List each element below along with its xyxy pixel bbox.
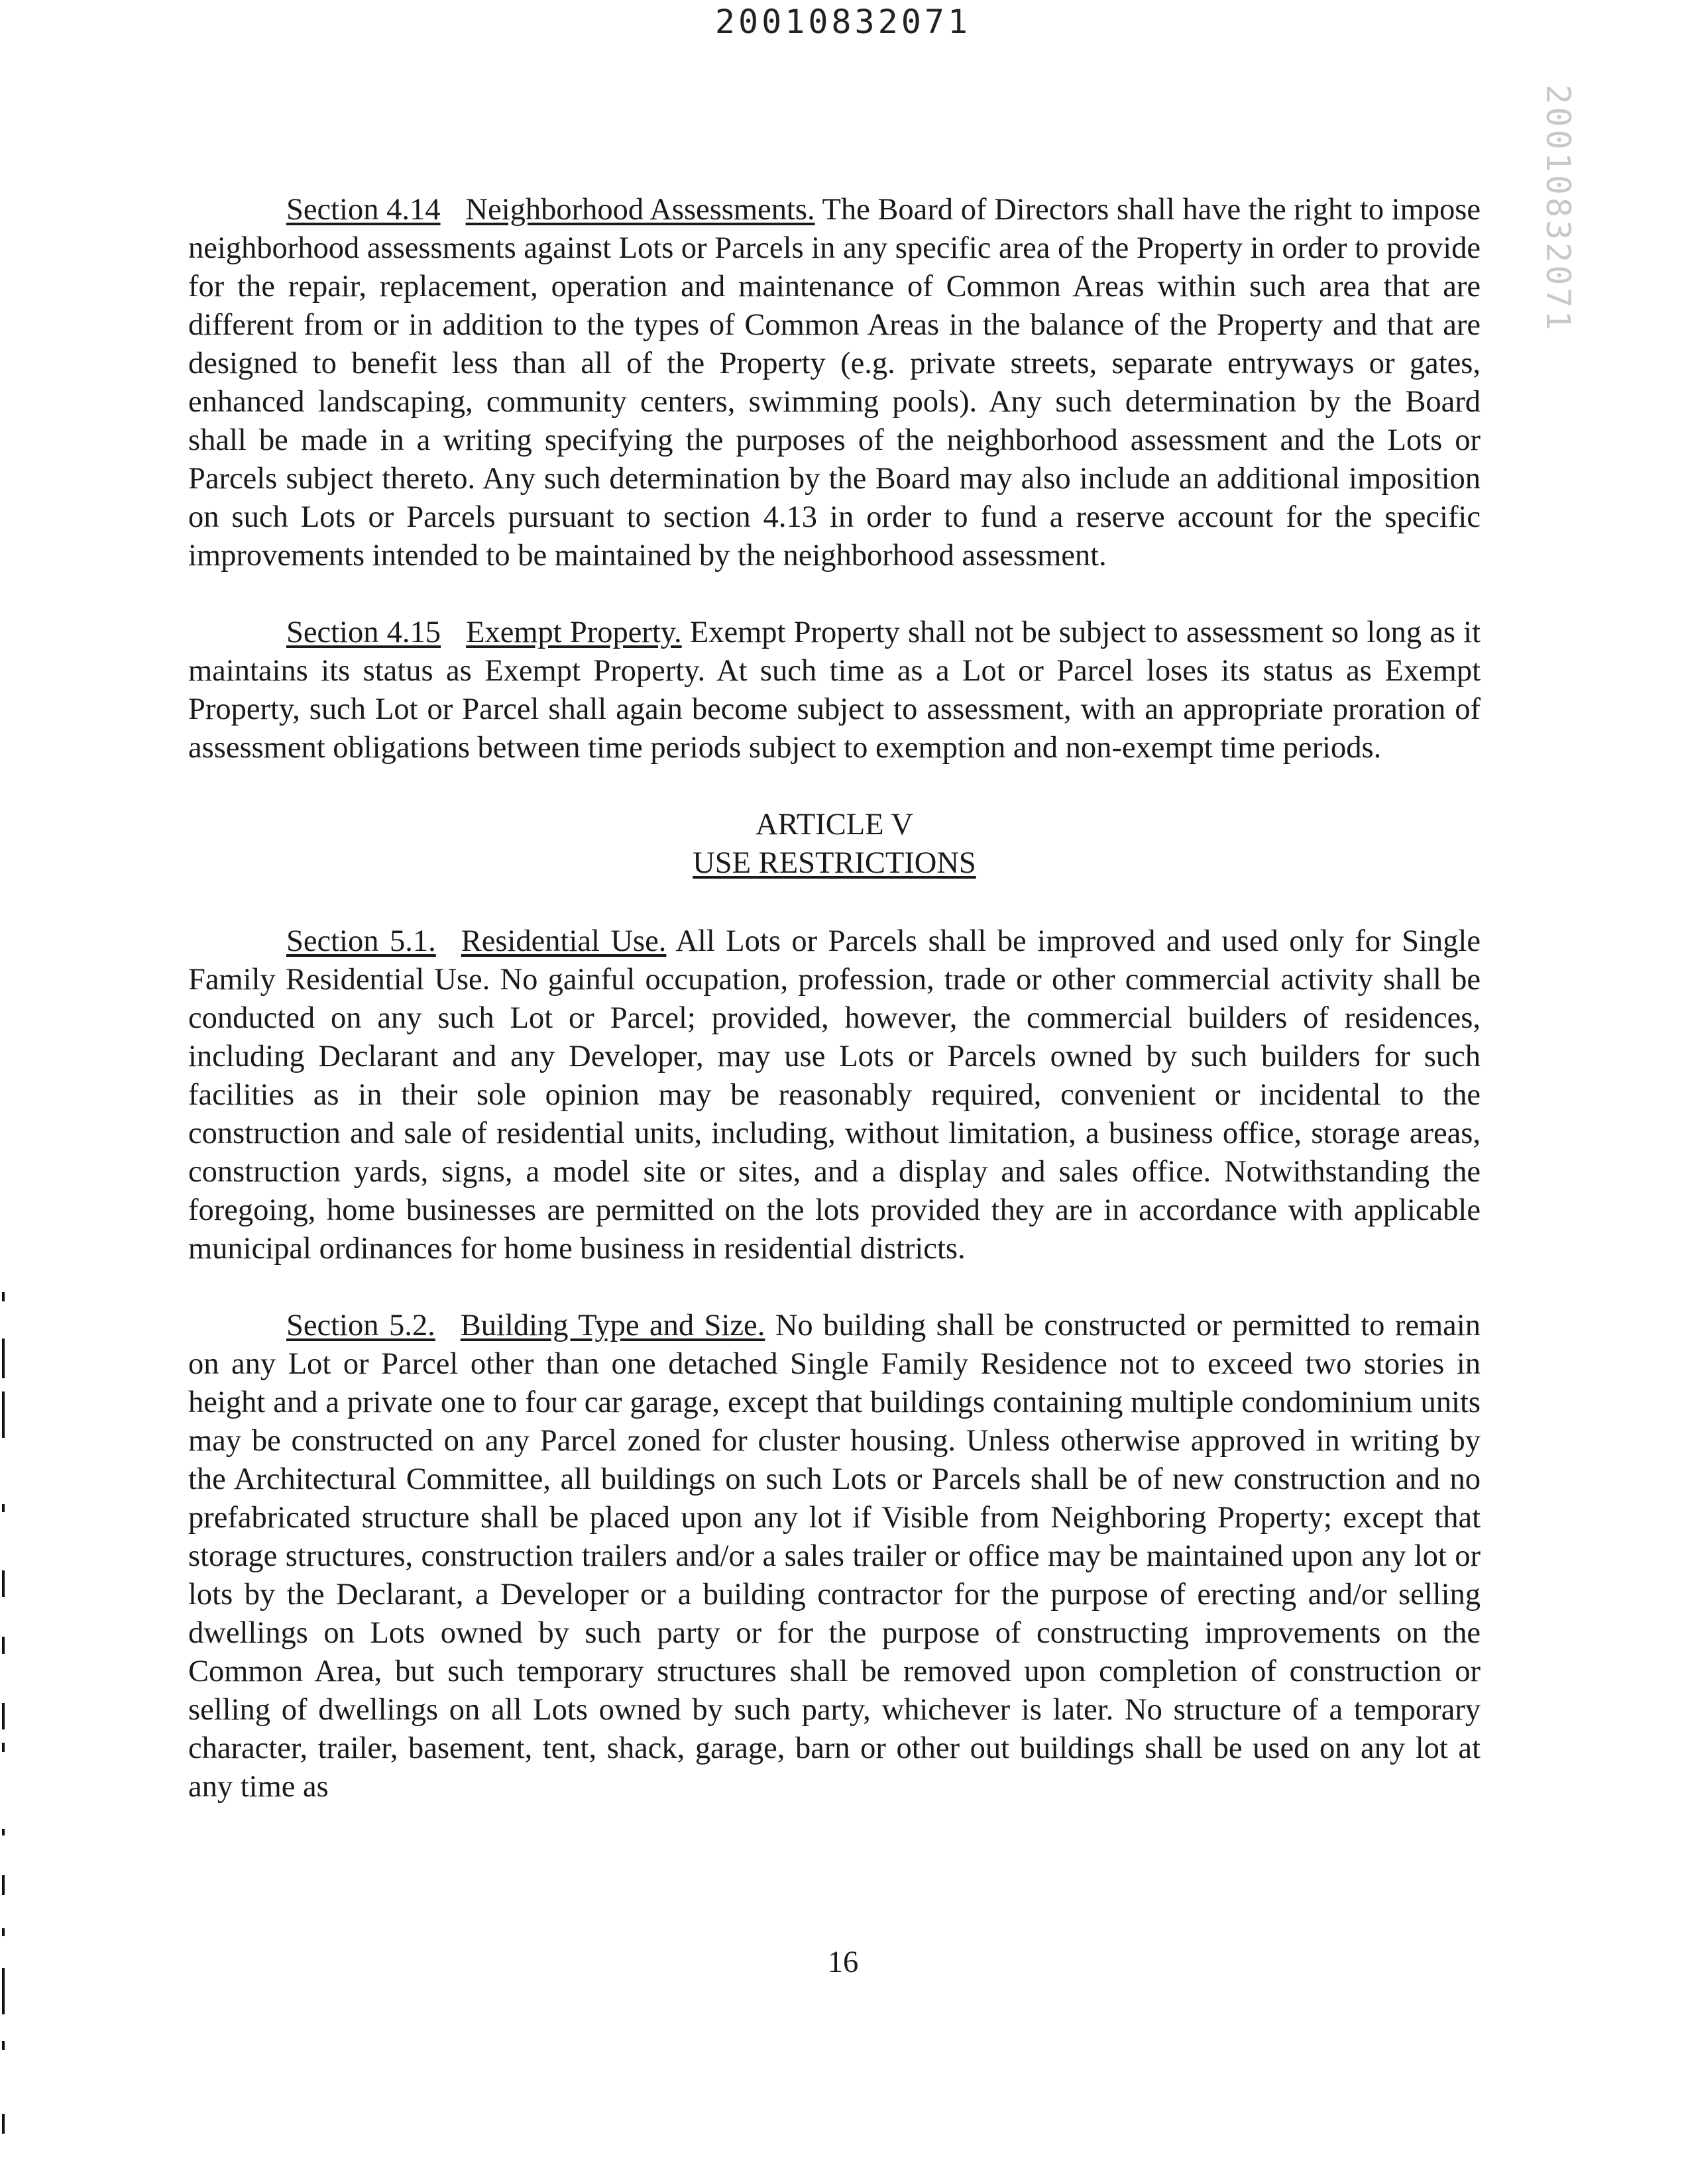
section-5-1-body: All Lots or Parcels shall be improved and used only for Single Family Residential Use. No gainful occupation, profession, trade or other commercial activity shall be conducted on any such Lot or Parcel; provided, however, the commercial builders of residences, including Declarant and any Developer, may use Lots or Parcels owned by such builders for such facilities as in their sole opinion may be reasonably required, convenient or incidental to the construction and sale of residential units, including, without limitation, a business office, storage areas, construction yards, signs, a model site or sites, and a display and sales office. Notwithstanding the foregoing, home businesses are permitted on the lots provided they are in accordance with applicable municipal ordinances for home business in residential districts. <box>188 924 1481 1266</box>
section-5-1-heading: Section 5.1. Residential Use. <box>286 924 667 958</box>
side-stamp <box>1528 84 1588 333</box>
article-number: ARTICLE V <box>756 808 913 842</box>
section-4-14-body: The Board of Directors shall have the right to impose neighborhood assessments against Lots or Parcels in any specific area of the Property in order to provide for the repair, replacement, operation and maintenance of Common Areas within such area that are different from or in addition to the types of Common Areas in the balance of the Property and that are designed to benefit less than all of the Property (e.g. private streets, separate entryways or gates, enhanced landscaping, community centers, swimming pools). Any such determination by the Board shall be made in a writing specifying the purposes of the neighborhood assessment and the Lots or Parcels subject thereto. Any such determination by the Board may also include an additional imposition on such Lots or Parcels pursuant to section 4.13 in order to fund a reserve account for the specific improvements intended to be maintained by the neighborhood assessment. <box>188 193 1481 573</box>
document-number: 20010832071 <box>714 3 972 41</box>
section-5-2 <box>188 1307 1481 1806</box>
section-4-15-heading: Section 4.15 Exempt Property. <box>286 616 682 649</box>
section-5-2-body: No building shall be constructed or permitted to remain on any Lot or Parcel other than one detached Single Family Residence not to exceed two stories in height and a private one to four car garage, except that buildings containing multiple condominium units may be constructed on any Parcel zoned for cluster housing. Unless otherwise approved in writing by the Architectural Committee, all buildings on such Lots or Parcels shall be of new construction and no prefabricated structure shall be placed upon any lot if Visible from Neighboring Property; except that storage structures, construction trailers and/or a sales trailer or office may be maintained upon any lot or lots by the Declarant, a Developer or a building contractor for the purpose of erecting and/or selling dwellings on Lots owned by such party or for the purpose of constructing improvements on the Common Area, but such temporary structures shall be removed upon completion of construction or selling of dwellings on all Lots owned by such party, whichever is later. No structure of a temporary character, trailer, basement, tent, shack, garage, barn or other out buildings shall be used on any lot at any time as <box>188 1309 1481 1804</box>
scan-margin-marks <box>0 1292 13 2154</box>
document-body <box>188 191 1481 1845</box>
section-4-15 <box>188 614 1481 767</box>
article-title: USE RESTRICTIONS <box>693 846 976 880</box>
section-5-1 <box>188 922 1481 1268</box>
page-number: 16 <box>827 1945 859 1979</box>
section-4-14-heading: Section 4.14 Neighborhood Assessments. <box>286 193 815 227</box>
section-4-14 <box>188 191 1481 575</box>
section-4-15-body: Exempt Property shall not be subject to assessment so long as it maintains its status as Exempt Property. At such time as a Lot or Parcel loses its status as Exempt Property, such Lot or Parcel shall again become subject to assessment, with an appropriate proration of assessment obligations between time periods subject to exemption and non-exempt time periods. <box>188 616 1481 765</box>
section-5-2-heading: Section 5.2. Building Type and Size. <box>286 1309 765 1342</box>
side-stamp-text: 20010832071 <box>1539 84 1577 333</box>
article-heading <box>188 806 1481 883</box>
